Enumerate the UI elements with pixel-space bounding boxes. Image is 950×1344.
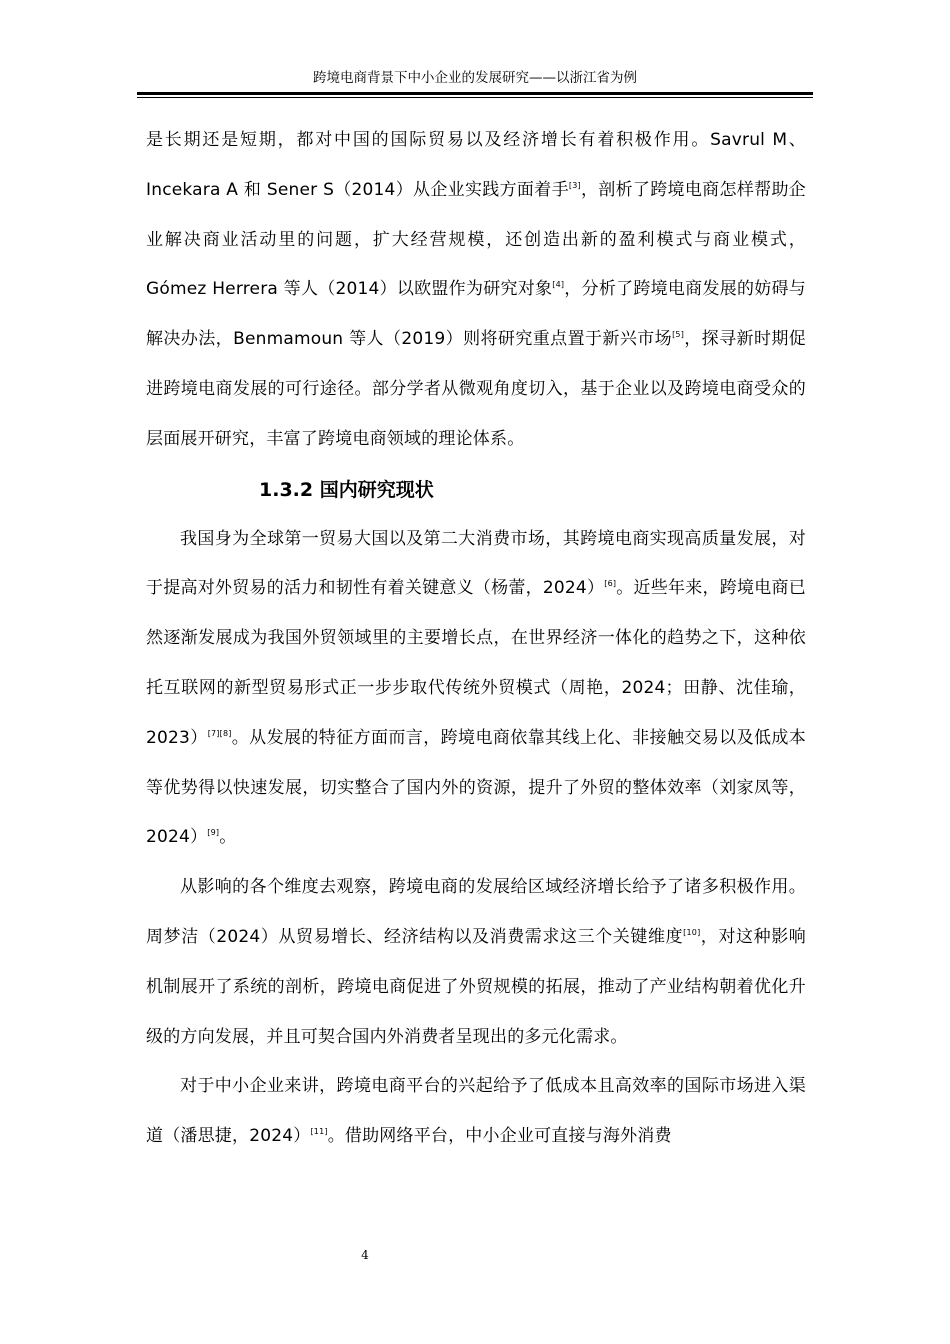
paragraph-text: 。从发展的特征方面而言，跨境电商依靠其线上化、非接触交易以及低成本等优势得以快速发展，切实整合了国内外的资源，提升了外贸的整体效率（刘家凤等，2024） xyxy=(146,727,806,848)
paragraph-text: 。近些年来，跨境电商已然逐渐发展成为我国外贸领域里的主要增长点，在世界经济一体化的趋势之下，这种依托互联网的新型贸易形式正一步步取代传统外贸模式（周艳，2024；田静、沈佳瑜，2023） xyxy=(146,578,806,748)
body-text xyxy=(146,116,806,1162)
paragraph-1 xyxy=(146,116,806,465)
paragraph-2 xyxy=(146,515,806,864)
paragraph-text: ，剖析了跨境电商怎样帮助企业解决商业活动里的问题，扩大经营规模，还创造出新的盈利模式与商业模式，Gómez Herrera 等人（2014）以欧盟作为研究对象 xyxy=(146,179,806,300)
section-heading: 1.3.2 国内研究现状 xyxy=(259,478,434,501)
paragraph-text: ，探寻新时期促进跨境电商发展的可行途径。部分学者从微观角度切入，基于企业以及跨境电商受众的层面展开研究，丰富了跨境电商领域的理论体系。 xyxy=(146,329,806,449)
paragraph-text: 对于中小企业来讲，跨境电商平台的兴起给予了低成本且高效率的国际市场进入渠道（潘思捷，2024） xyxy=(146,1076,806,1147)
page-number: 4 xyxy=(361,1248,369,1262)
paragraph-text: 是长期还是短期，都对中国的国际贸易以及经济增长有着积极作用。Savrul M、Incekara A 和 Sener S（2014）从企业实践方面着手 xyxy=(146,130,806,200)
citation-ref: [4] xyxy=(552,280,565,290)
citation-ref: [5] xyxy=(672,330,685,340)
header-rule-thin xyxy=(137,97,813,98)
paragraph-4 xyxy=(146,1062,806,1162)
citation-ref: [7][8] xyxy=(207,728,232,738)
citation-ref: [11] xyxy=(310,1127,328,1137)
citation-ref: [9] xyxy=(207,828,220,838)
paragraph-text: ，分析了跨境电商发展的妨碍与解决办法，Benmamoun 等人（2019）则将研究重点置于新兴市场 xyxy=(146,279,806,350)
citation-ref: [10] xyxy=(683,927,701,937)
paragraph-text: 我国身为全球第一贸易大国以及第二大消费市场，其跨境电商实现高质量发展，对于提高对外贸易的活力和韧性有着关键意义（杨蕾，2024） xyxy=(146,528,806,599)
paragraph-text: 从影响的各个维度去观察，跨境电商的发展给区域经济增长给予了诸多积极作用。周梦洁（2024）从贸易增长、经济结构以及消费需求这三个关键维度 xyxy=(146,877,806,947)
paragraph-3 xyxy=(146,863,806,1062)
header-rule-thick xyxy=(137,92,813,95)
paragraph-text: ，对这种影响机制展开了系统的剖析，跨境电商促进了外贸规模的拓展，推动了产业结构朝着优化升级的方向发展，并且可契合国内外消费者呈现出的多元化需求。 xyxy=(146,926,806,1047)
paragraph-text: 。借助网络平台，中小企业可直接与海外消费 xyxy=(327,1126,672,1147)
running-header: 跨境电商背景下中小企业的发展研究——以浙江省为例 xyxy=(313,70,637,86)
paragraph-text: 。 xyxy=(219,827,237,848)
citation-ref: [3] xyxy=(568,180,581,190)
citation-ref: [6] xyxy=(604,579,617,589)
